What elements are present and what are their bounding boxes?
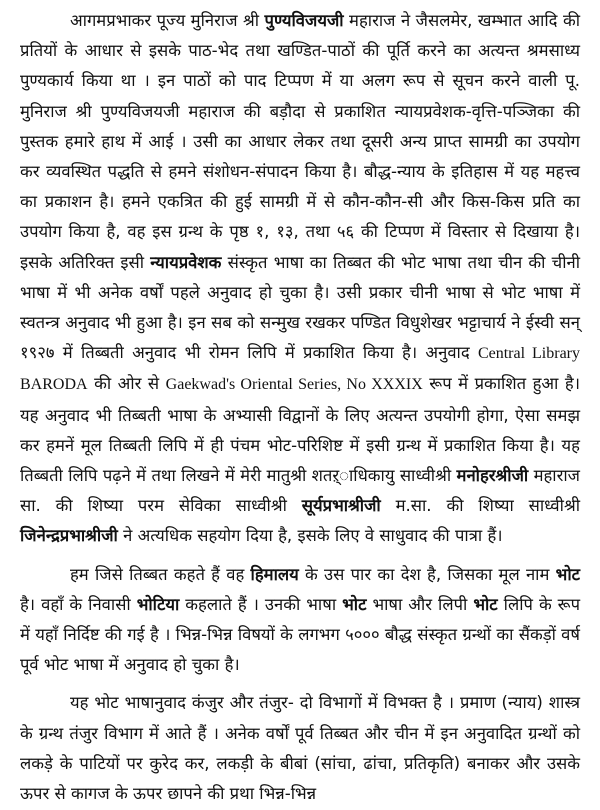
bold-term: न्यायप्रवेशक (150, 252, 222, 272)
text-segment: महाराज सा. की शिष्या परम सेविका साध्वीश्री (20, 466, 580, 516)
text-segment: आगमप्रभाकर पूज्य मुनिराज श्री (70, 11, 265, 30)
text-segment: है। वहाँ के निवासी (20, 594, 137, 614)
text-segment: हम जिसे तिब्बत कहते हैं वह (70, 564, 251, 584)
bold-term: भोटिया (136, 594, 180, 614)
latin-text: Gaekwad's Oriental Series, No XXXIX (165, 376, 423, 394)
text-segment: के उस पार का देश है, जिसका मूल नाम (298, 564, 556, 584)
paragraph-1 (20, 6, 580, 552)
bold-term: भोट (342, 594, 367, 614)
text-segment: कहलाते हैं । उनकी भाषा (179, 594, 343, 614)
bold-term: हिमालय (250, 564, 299, 584)
text-segment: की ओर से (87, 374, 166, 394)
text-segment: संस्कृत भाषा का तिब्बत की भोट भाषा तथा चीन की चीनी भाषा में भी अनेक वर्षों पहले अनुवाद हो चुका है। उसी प्रकार चीनी भाषा से भोट भाषा में स्वतन्त्र अनुवाद भी हुआ है। इन सब को सन्मुख रखकर पण्डित विधुशेखर भट्टाचार्य ने ईस्वी सन् १९२७ में तिब्बती अनुवाद भी रोमन लिपि में प्रकाशित किया है। अनुवाद (20, 252, 580, 363)
bold-term: भोट (555, 564, 580, 584)
paragraph-3 (20, 688, 580, 809)
bold-term: पुण्यविजयजी (264, 11, 344, 30)
text-segment: लिपि के रूप में यहाँ निर्दिष्ट की गई है । भिन्न-भिन्न विषयों के लगभग ५००० बौद्ध संस्कृत ग्रन्थों का सैंकड़ों वर्ष पूर्व भोट भाषा में अनुवाद हो चुका है। (20, 594, 580, 675)
text-segment: भाषा और लिपी (366, 594, 474, 614)
paragraph-2 (20, 560, 580, 681)
bold-term: भोट (473, 594, 498, 614)
text-segment: म.सा. की शिष्या साध्वीश्री (380, 496, 580, 516)
text-segment: ने अत्यधिक सहयोग दिया है, इसके लिए वे साधुवाद की पात्रा हैं। (117, 526, 503, 546)
latin-text: Central Library BARODA (20, 345, 581, 394)
bold-term: जिनेन्द्रप्रभाश्रीजी (20, 526, 118, 546)
text-segment: महाराज ने जैसलमेर, खम्भात आदि की प्रतियों के आधार से इसके पाठ-भेद तथा खण्डित-पाठों की पूर्ति करने का अत्यन्त श्रमसाध्य पुण्यकार्य किया था । इन पाठों को पाद टिप्पण में या अलग रूप से सूचन करने वाली पू. मुनिराज श्री पुण्यविजयजी महाराज की बड़ौदा से प्रकाशित न्यायप्रवेशक-वृत्ति-पञ्जिका की पुस्तक हमारे हाथ में आई । उसी का आधार लेकर तथा दूसरी अन्य प्राप्त सामग्री का उपयोग कर व्यवस्थित पद्धति से हमने संशोधन-संपादन किया है। बौद्ध-न्याय के इतिहास में यह महत्त्व का प्रकाशन है। हमने एकत्रित की हुई सामग्री में से कौन-कौन-सी और किस-किस प्रति का उपयोग किया है, वह इस ग्रन्थ के पृष्ठ १, १३, तथा ५६ की टिप्पण में विस्तार से दिखाया है। इसके अतिरिक्त इसी (20, 11, 580, 272)
text-segment: यह भोट भाषानुवाद कंजुर और तंजुर- दो विभागों में विभक्त है । प्रमाण (न्याय) शास्त्र के ग्रन्थ तंजुर विभाग में आते हैं । अनेक वर्षों पूर्व तिब्बत और चीन में इन अनुवादित ग्रन्थों को लकड़े के पाटियों पर कुरेद कर, लकड़ी के बीबां (सांचा, ढांचा, प्रतिकृति) बनाकर और उसके ऊपर से कागज के ऊपर छापने की प्रथा भिन्न-भिन्न (20, 693, 580, 804)
text-segment: रूप में प्रकाशित हुआ है। यह अनुवाद भी तिब्बती भाषा के अभ्यासी विद्वानों के लिए अत्यन्त उपयोगी होगा, ऐसा समझ कर हमनें मूल तिब्बती लिपि में ही पंचम भोट-परिशिष्ट में इसी ग्रन्थ में प्रकाशित किया है। यह तिब्बती लिपि पढ़ने में तथा लिखने में मेरी मातुश्री शतऱ्ाधिकायु साध्वीश्री (20, 374, 580, 486)
bold-term: मनोहरश्रीजी (456, 466, 529, 486)
bold-term: सूर्यप्रभाश्रीजी (301, 496, 381, 516)
